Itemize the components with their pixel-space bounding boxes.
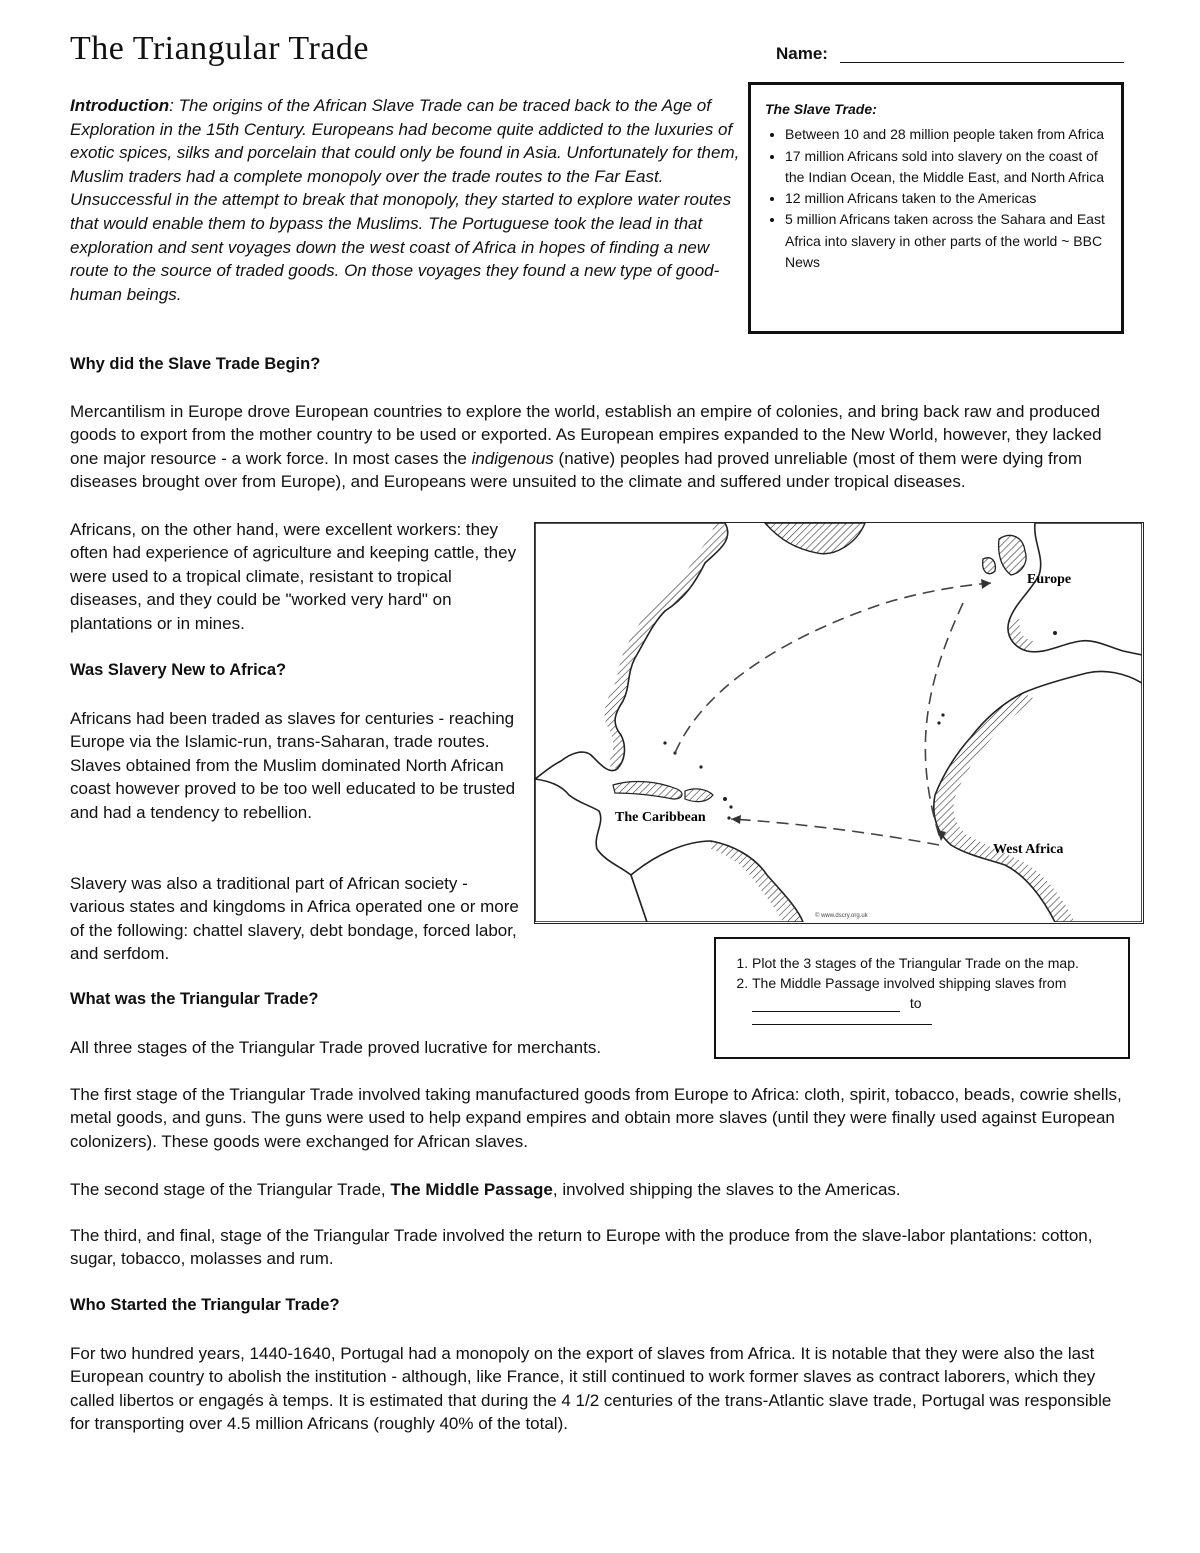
arrow-head-europe — [981, 579, 991, 589]
cuba-island — [613, 782, 682, 799]
what-paragraph-3 — [70, 1178, 1130, 1201]
introduction-text: : The origins of the African Slave Trade can be traced back to the Age of Exploration in the 15th Century. Europeans had become quite addicted to the luxuries of exotic spices, silks and porcelain that could only be found in Asia. Unfortunately for them, Muslim traders had a complete monopoly over the trade routes to the Far East. Unsuccessful in the attempt to break that monopoly, they started to explore water routes that would enable them to bypass the Muslims. The Portuguese took the lead in that exploration and sent voyages down the west coast of Africa in hopes of finding a new route to the source of traded goods. On those voyages they found a new type of good- human beings. — [70, 96, 740, 304]
map-label-caribbean: The Caribbean — [615, 810, 706, 825]
new-paragraph-1: Africans had been traded as slaves for centuries - reaching Europe via the Islamic-run, trans-Saharan, trade routes. Slaves obtained from the Muslim dominated North African coast however proved to be too well educated to be trusted and had a tendency to rebellion. — [70, 709, 516, 822]
fact-item: • 12 million Africans taken to the Americas — [785, 188, 1107, 209]
facts-list — [765, 124, 1107, 273]
section-heading-why: Why did the Slave Trade Begin? — [70, 355, 321, 373]
task-item-2-text: The Middle Passage involved shipping slaves from — [752, 975, 1067, 991]
map-credit: © www.dscry.org.uk — [815, 913, 868, 919]
page-title: The Triangular Trade — [70, 30, 369, 67]
task-list — [730, 953, 1114, 1033]
section-heading-new: Was Slavery New to Africa? — [70, 661, 287, 679]
to-word: to — [909, 995, 922, 1011]
atlantic-map[interactable] — [534, 522, 1144, 924]
map-svg — [535, 523, 1142, 922]
map-label-europe: Europe — [1027, 572, 1072, 587]
fact-item: • Between 10 and 28 million people taken from Africa — [785, 124, 1107, 145]
what-paragraph-1: All three stages of the Triangular Trade proved lucrative for merchants. — [70, 1038, 602, 1057]
new-paragraph-2: Slavery was also a traditional part of African society - various states and kingdoms in Africa operated one or more of the following: chattel slavery, debt bondage, forced labor, and serfdom. — [70, 874, 519, 964]
british-isles-land — [999, 535, 1026, 575]
task-item-1: 1. Plot the 3 stages of the Triangular Trade on the map. — [752, 953, 1114, 973]
section-heading-what: What was the Triangular Trade? — [70, 990, 319, 1008]
ireland-land — [983, 558, 996, 574]
introduction-label: Introduction — [70, 96, 170, 115]
what-paragraph-2: The first stage of the Triangular Trade involved taking manufactured goods from Europe to Africa: cloth, spirit, tobacco, beads, cowrie shells, metal goods, and guns. The guns were used to help expand empires and obtain more slaves (until they were finally used against European colonizers). These goods were exchanged for African slaves. — [70, 1085, 1122, 1151]
why-paragraph-2: Africans, on the other hand, were excellent workers: they often had experience of agriculture and keeping cattle, they were used to a tropical climate, resistant to tropical diseases, and they could be "worked very hard" on plantations or in mines. — [70, 520, 517, 633]
small-island — [1053, 631, 1057, 635]
why-indigenous-emphasis: indigenous — [471, 448, 554, 468]
slave-trade-facts-box — [748, 82, 1124, 334]
why-text-b: (native) peoples had proved unreliable (most of them were dying from diseases brought over from Europe), and Europeans were unsuited to the climate and suffered under tropical diseases. — [70, 448, 1083, 492]
middle-passage-from-blank[interactable] — [752, 1011, 900, 1012]
task-item-2 — [752, 973, 1114, 1033]
hispaniola-island — [685, 789, 713, 802]
fact-item: • 17 million Africans sold into slavery on the coast of the Indian Ocean, the Middle East, and North Africa — [785, 146, 1107, 189]
why-paragraph-1 — [70, 400, 1130, 494]
fact-item: • 5 million Africans taken across the Sahara and East Africa into slavery in other parts of the world ~ BBC News — [785, 209, 1107, 273]
route-africa-to-caribbean — [731, 819, 939, 845]
section-heading-who: Who Started the Triangular Trade? — [70, 1296, 340, 1314]
small-island — [727, 816, 730, 819]
greenland-land — [765, 523, 865, 554]
small-island — [699, 765, 702, 768]
small-island — [937, 721, 940, 724]
what-p3-text-b: , involved shipping the slaves to the Americas. — [552, 1180, 901, 1199]
small-island — [729, 805, 732, 808]
what-paragraph-4: The third, and final, stage of the Triangular Trade involved the return to Europe with the produce from the slave-labor plantations: cotton, sugar, tobacco, molasses and rum. — [70, 1226, 1093, 1269]
name-field-line[interactable] — [840, 62, 1124, 63]
what-p3-text-a: The second stage of the Triangular Trade, — [70, 1180, 391, 1199]
middle-passage-bold: The Middle Passage — [390, 1180, 553, 1199]
route-caribbean-to-europe — [675, 583, 991, 753]
introduction-paragraph — [70, 94, 742, 306]
middle-passage-to-blank[interactable] — [752, 1024, 932, 1025]
who-paragraph-1: For two hundred years, 1440-1640, Portugal had a monopoly on the export of slaves from Africa. It is notable that they were also the last European country to abolish the institution - although, like France, it still continued to work former slaves as contract laborers, which they called libertos or engagés à temps. It is estimated that during the 4 1/2 centuries of the trans-Atlantic slave trade, Portugal was responsible for transporting over 4.5 million Africans (roughly 40% of the total). — [70, 1344, 1112, 1434]
central-america-land — [535, 779, 647, 922]
why-text-a: Mercantilism in Europe drove European countries to explore the world, establish an empire of colonies, and bring back raw and produced goods to export from the mother country to be used or exported. As European empires expanded to the New World, however, they lacked one major resource - a work force. In most cases the — [70, 402, 1102, 468]
name-label: Name: — [776, 44, 828, 63]
task-box — [714, 937, 1130, 1059]
facts-title: The Slave Trade: — [765, 101, 877, 117]
map-label-west-africa: West Africa — [993, 842, 1064, 857]
small-island — [723, 797, 727, 801]
small-island — [941, 713, 944, 716]
arrow-head-caribbean — [731, 815, 741, 824]
small-island — [663, 741, 666, 744]
